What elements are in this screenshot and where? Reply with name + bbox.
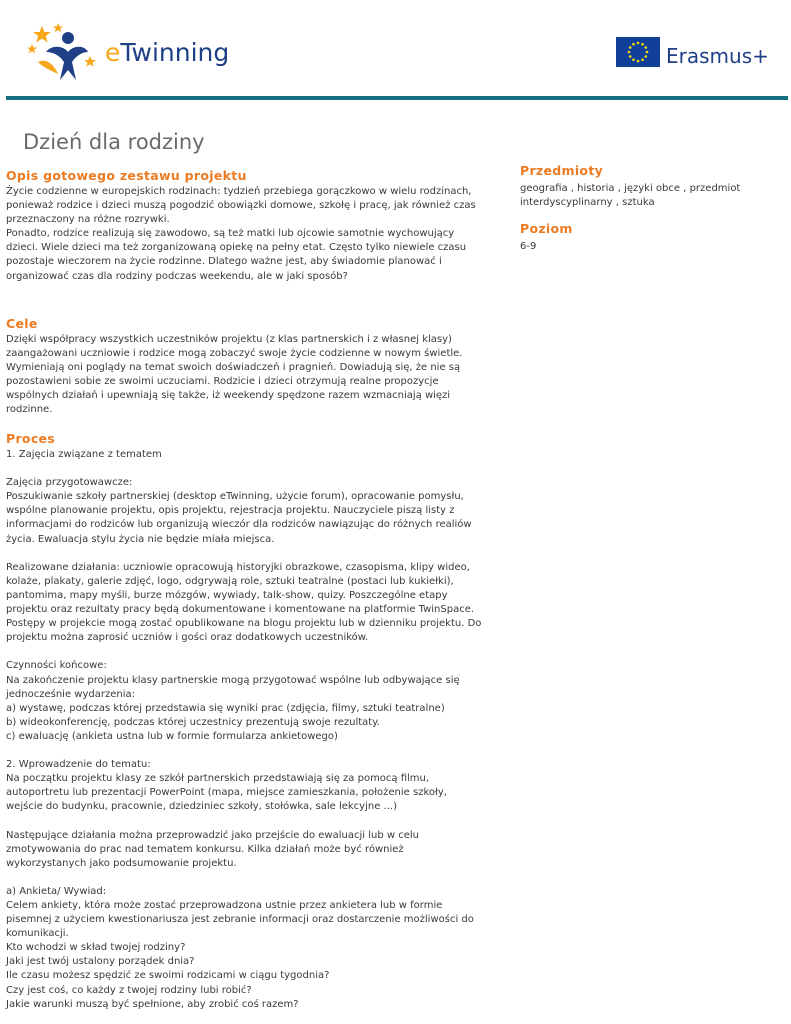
- sidebar-heading-przedmioty: Przedmioty: [520, 163, 604, 178]
- erasmus-logo[interactable]: [616, 37, 776, 73]
- eu-flag-icon: [616, 37, 660, 67]
- section-cele: [6, 316, 502, 418]
- section-body-opis: Życie codzienne w europejskich rodzinach: tydzień przebiega gorączkowo w wielu rodzinach, ponieważ rodzice i dzieci muszą pogodzić obowiązki domowe, szkołę i pracę, jak również czas przeznaczony na różne rozrywki. Ponadto, rodzice realizują się zawodowo, są też matki lub ojcowie samotnie wychowujący dzieci. Wiele dzieci ma też zorganizowaną opiekę na pełny etat. Często tylko niewiele czasu pozostaje wieczorem na życie rodzinne. Dlatego ważne jest, aby świadomie planować i organizować czas dla rodziny podczas weekendu, ale w jaki sposób?: [6, 186, 476, 282]
- etwinning-wordmark: [105, 38, 229, 67]
- section-opis: [6, 168, 502, 284]
- etwinning-logo[interactable]: [28, 22, 248, 86]
- sidebar-body-przedmioty: geografia , historia , języki obce , przedmiot interdyscyplinarny , sztuka: [520, 183, 741, 209]
- page-title: Dzień dla rodziny: [23, 130, 205, 154]
- section-heading-proces: Proces: [6, 431, 56, 446]
- section-proces: [6, 431, 502, 1012]
- erasmus-wordmark: Erasmus+: [666, 44, 769, 68]
- etwinning-stars-figure-icon: [28, 22, 108, 86]
- section-heading-cele: Cele: [6, 316, 38, 331]
- sidebar-poziom: [520, 221, 780, 254]
- section-body-proces: 1. Zajęcia związane z tematem Zajęcia przygotowawcze: Poszukiwanie szkoły partnerskiej (desktop eTwinning, użycie forum), opracowanie pomysłu, wspólne planowanie projektu, opis projektu, rejestracja projektu. Nauczyciele piszą listy z informacjami do rodziców lub organizują wieczór dla rodziców nawiązując do różnych realiów życia. Ewaluacja stylu życia nie będzie miała miejsca. Realizowane działania: uczniowie opracowują historyjki obrazkowe, czasopisma, klipy wideo, kolaże, plakaty, galerie zdjęć, logo, odgrywają role, sztuki teatralne (postaci lub kukiełki), pantomima, mapy myśli, burze mózgów, wywiady, talk-show, quizy. Poszczególne etapy projektu oraz rezultaty pracy będą dokumentowane i komentowane na platformie TwinSpace. Postępy w projekcie mogą zostać opublikowane na blogu projektu lub w dzienniku projektu. Do projektu można zaprosić uczniów i gości oraz dodatkowych uczestników. Czynności końcowe: Na zakończenie projektu klasy partnerskie mogą przygotować wspólne lub odbywające się jednocześnie wydarzenia: a) wystawę, podczas której przedstawia się wyniki prac (zdjęcia, filmy, sztuki teatralne) b) wideokonferencję, podczas której uczestnicy prezentują swoje rezultaty. c) ewaluację (ankieta ustna lub w formie formularza ankietowego) 2. Wprowadzenie do tematu: Na początku projektu klasy ze szkół partnerskich przedstawiają się za pomocą filmu, autoportretu lub prezentacji PowerPoint (mapa, miejsce zamieszkania, położenie szkoły, wejście do budynku, pracownie, dziedziniec szkoły, stołówka, sale lekcyjne ...) Następujące działania można przeprowadzić jako przejście do ewaluacji lub w celu zmotywowania do prac nad tematem konkursu. Kilka działań może być również wykorzystanych jako podsumowanie projektu. a) Ankieta/ Wywiad: Celem ankiety, która może zostać przeprowadzona ustnie przez ankietera lub w formie pisemnej z użyciem kwestionariusza jest zebranie informacji oraz dostarczenie możliwości do komunikacji. Kto wchodzi w skład twojej rodziny? Jaki jest twój ustalony porządek dnia? Ile czasu możesz spędzić ze swoimi rodzicami w ciągu tygodnia? Czy jest coś, co każdy z twojej rodziny lubi robić? Jakie warunki muszą być spełnione, aby zrobić coś razem?: [6, 449, 482, 1010]
- sidebar: [520, 163, 780, 254]
- etwinning-wordmark-rest: Twinning: [120, 38, 230, 67]
- etwinning-wordmark-e: e: [105, 38, 121, 67]
- section-heading-opis: Opis gotowego zestawu projektu: [6, 168, 247, 183]
- sidebar-body-poziom: 6-9: [520, 240, 537, 252]
- header-divider: [6, 96, 788, 100]
- section-body-cele: Dzięki współpracy wszystkich uczestników projektu (z klas partnerskich i z własnej klasy) zaangażowani uczniowie i rodzice mogą zobaczyć swoje życie codzienne w nowym świetle. Wymieniają oni poglądy na temat swoich doświadczeń i pragnień. Dowiadują się, że nie są pozostawieni sobie ze swoimi uczuciami. Rodzicie i dzieci otrzymują realne propozycje wspólnych działań i upewniają się także, iż weekendy spędzone razem wzmacniają więzi rodzinne.: [6, 334, 463, 416]
- sidebar-heading-poziom: Poziom: [520, 220, 573, 236]
- sidebar-przedmioty: [520, 163, 780, 211]
- page-header: [0, 0, 791, 100]
